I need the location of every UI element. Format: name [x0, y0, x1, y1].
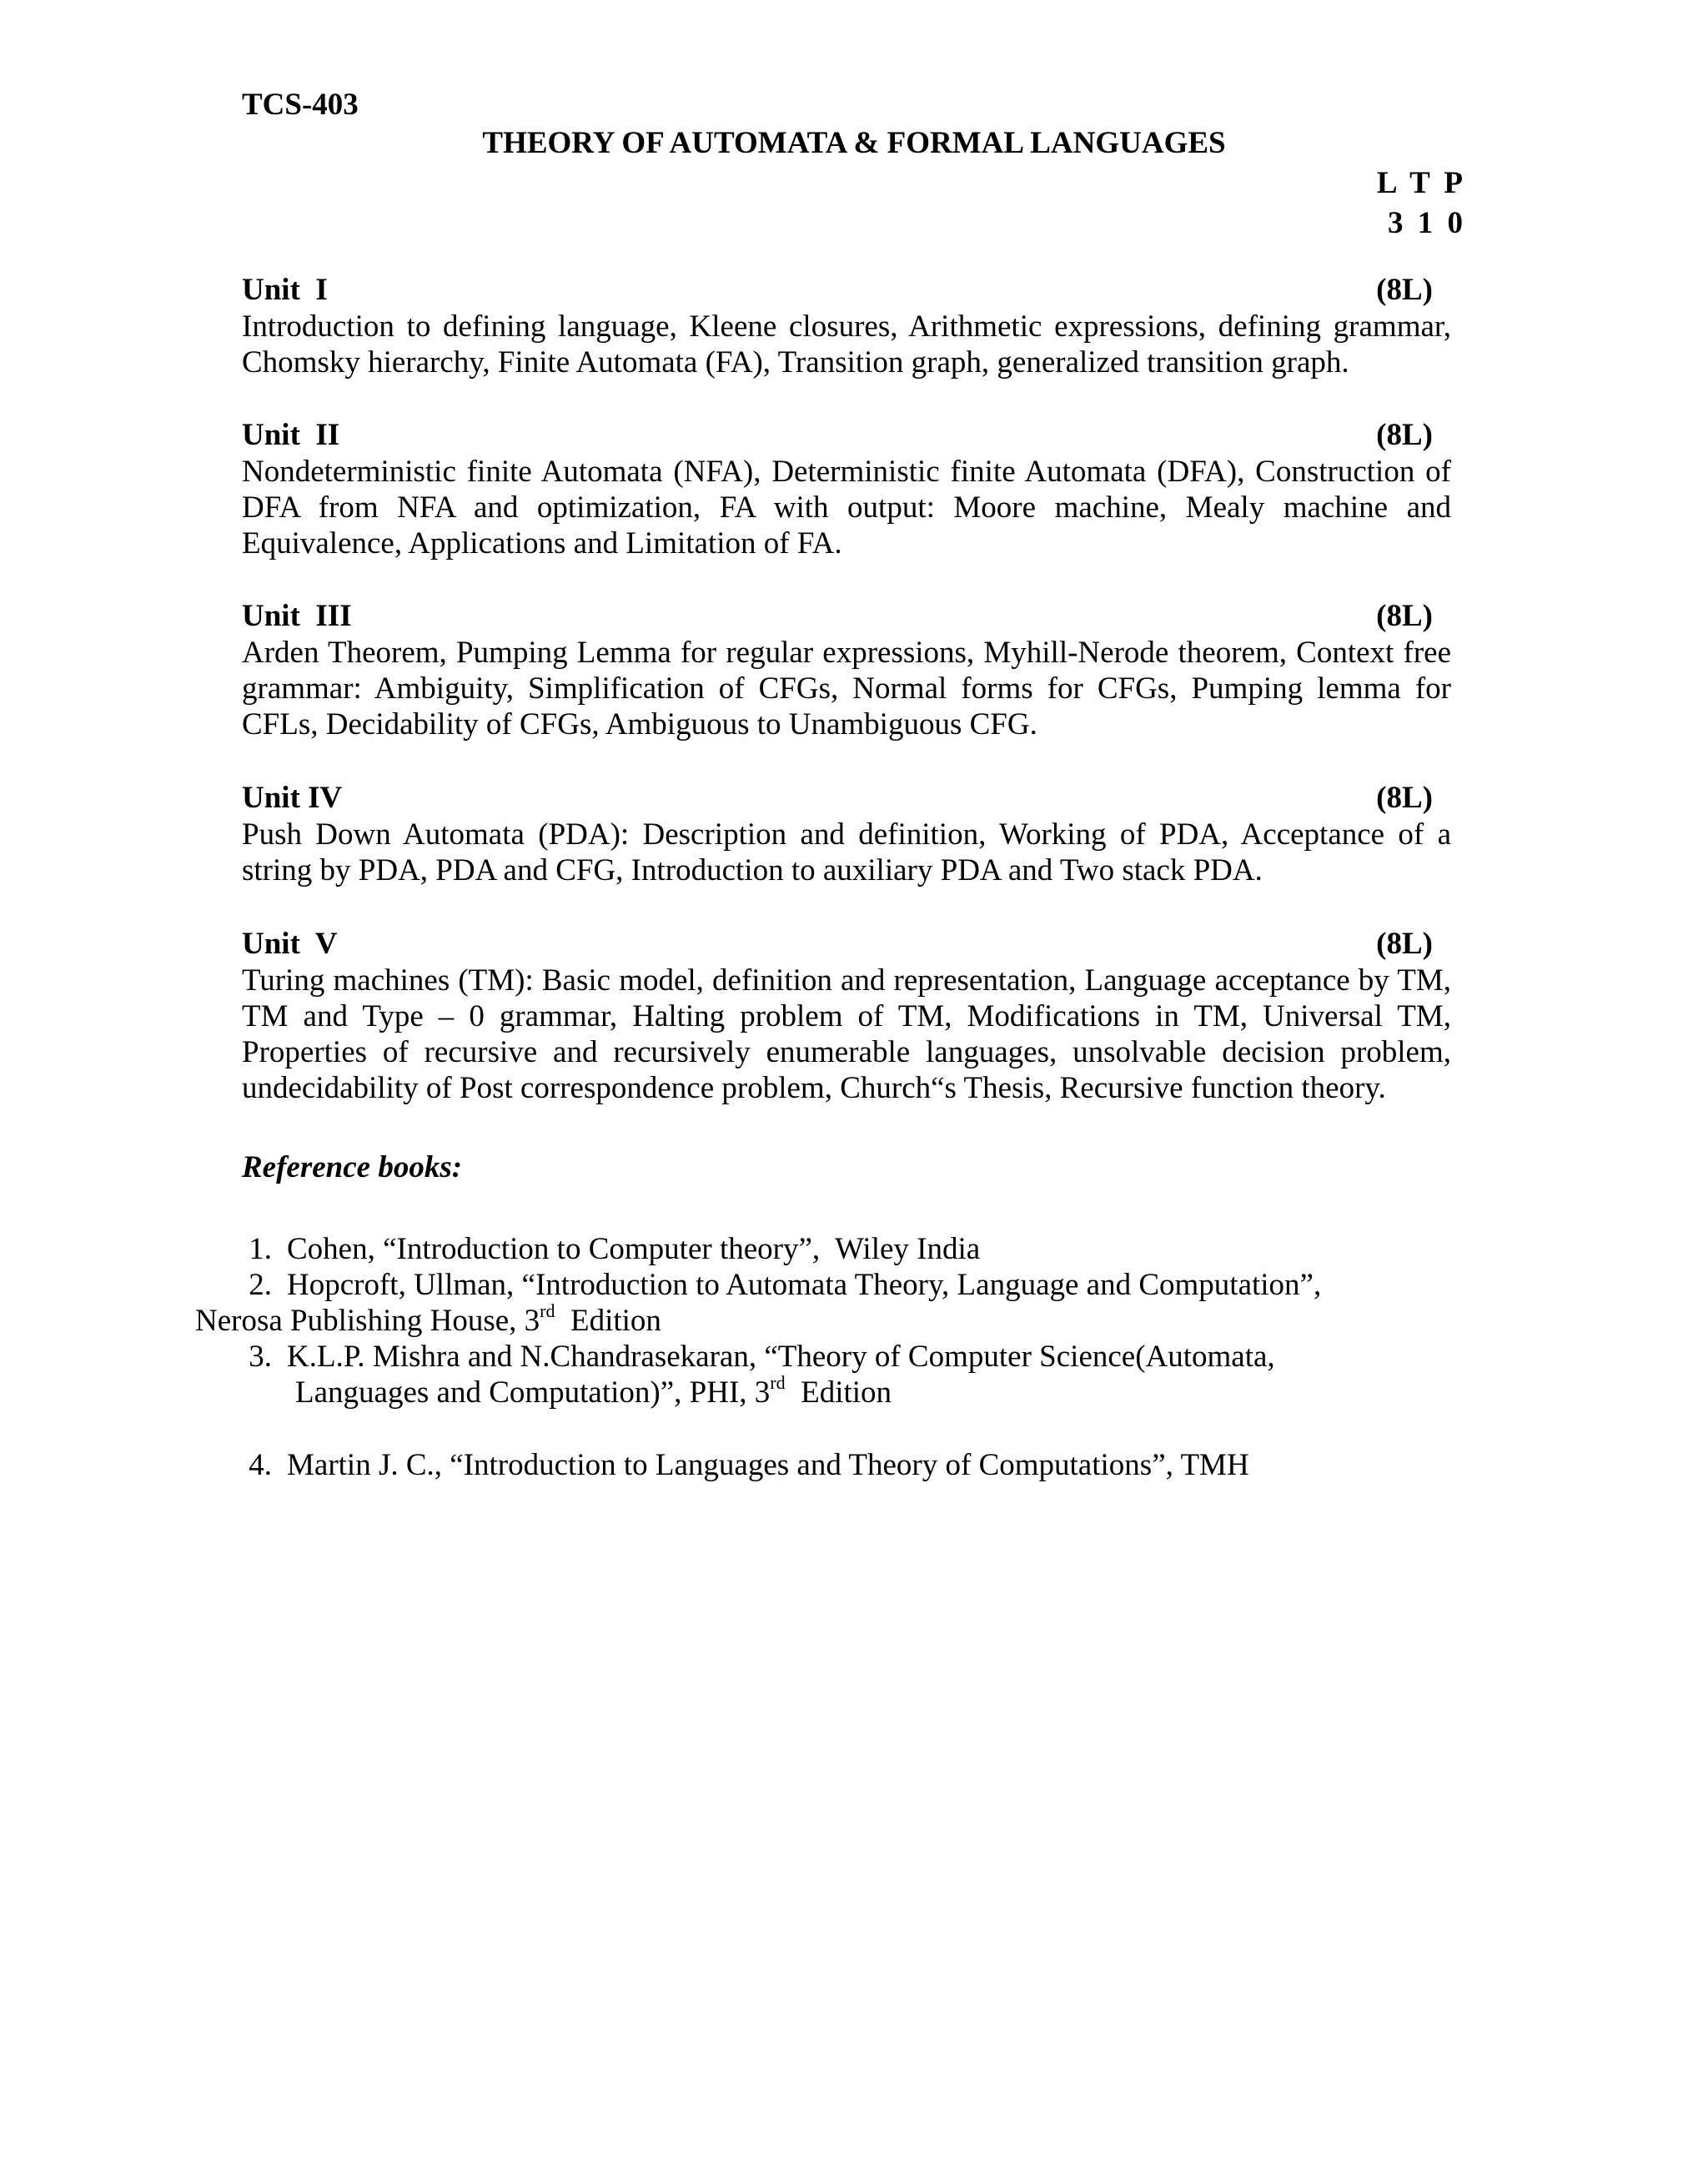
unit-3-content: Arden Theorem, Pumping Lemma for regular expressions, Myhill-Nerode theorem, Context free grammar: Ambiguity, Simplification of CFGs, Normal forms for CFGs, Pumping lemma for CFLs, Decidability of CFGs, Ambiguous to Unambiguous CFG.: [242, 636, 1451, 742]
course-code: TCS-403: [242, 88, 359, 122]
unit-5-hours: (8L): [1376, 927, 1433, 961]
reference-text: Martin J. C., “Introduction to Languages and Theory of Computations”, TMH: [287, 1448, 1249, 1482]
ltp-header: L T P: [1376, 166, 1466, 200]
ltp-block: [1377, 163, 1466, 244]
unit-2-title: Unit II: [242, 418, 340, 452]
reference-number: 2.: [249, 1268, 272, 1302]
unit-5-section: [242, 926, 1451, 1106]
unit-5-content: Turing machines (TM): Basic model, definition and representation, Language acceptance by TM, TM and Type – 0 grammar, Halting problem of TM, Modifications in TM, Universal TM, Properties of recursive and recursively enumerable languages, unsolvable decision problem, undecidability of Post correspondence problem, Church“s Thesis, Recursive function theory.: [242, 963, 1451, 1105]
unit-3-title: Unit III: [242, 599, 352, 633]
unit-2-section: [242, 417, 1451, 561]
unit-1-content: Introduction to defining language, Kleene closures, Arithmetic expressions, defining grammar, Chomsky hierarchy, Finite Automata (FA), Transition graph, generalized transition graph.: [242, 309, 1451, 380]
reference-item-1: [219, 1231, 1469, 1267]
unit-2-content: Nondeterministic finite Automata (NFA), Deterministic finite Automata (DFA), Construction of DFA from NFA and optimization, FA with output: Moore machine, Mealy machine and Equivalence, Applications and Limitation of FA.: [242, 455, 1451, 561]
reference-text: Hopcroft, Ullman, “Introduction to Automata Theory, Language and Computation”,: [287, 1268, 1322, 1302]
reference-number: 1.: [249, 1232, 272, 1266]
reference-text: Cohen, “Introduction to Computer theory”, Wiley India: [287, 1232, 981, 1266]
course-title: THEORY OF AUTOMATA & FORMAL LANGUAGES: [482, 126, 1226, 160]
reference-item-2-continued: [195, 1300, 1469, 1339]
unit-4-hours: (8L): [1376, 781, 1433, 815]
reference-number: 3.: [249, 1340, 272, 1374]
unit-4-section: [242, 780, 1451, 888]
reference-item-4: [219, 1447, 1469, 1483]
reference-text: Languages and Computation)”, PHI, 3: [295, 1375, 771, 1410]
reference-text: Edition: [555, 1304, 661, 1338]
unit-3-section: [242, 598, 1451, 742]
unit-2-hours: (8L): [1376, 418, 1433, 452]
reference-text: K.L.P. Mishra and N.Chandrasekaran, “Theory of Computer Science(Automata,: [287, 1340, 1275, 1374]
unit-1-title: Unit I: [242, 273, 328, 307]
reference-list: [195, 1231, 1469, 1483]
superscript: rd: [770, 1372, 786, 1393]
reference-text: Edition: [785, 1375, 892, 1410]
unit-1-hours: (8L): [1376, 273, 1433, 307]
unit-4-content: Push Down Automata (PDA): Description and definition, Working of PDA, Acceptance of a string by PDA, PDA and CFG, Introduction to auxiliary PDA and Two stack PDA.: [242, 817, 1451, 887]
unit-5-title: Unit V: [242, 927, 338, 961]
reference-item-3: [219, 1339, 1469, 1375]
unit-1-section: [242, 272, 1451, 380]
ltp-values: 3 1 0: [1388, 206, 1466, 240]
unit-3-hours: (8L): [1376, 599, 1433, 633]
superscript: rd: [540, 1300, 555, 1321]
unit-4-title: Unit IV: [242, 781, 343, 815]
reference-item-3-continued: [219, 1372, 1469, 1410]
references-title: Reference books:: [242, 1150, 463, 1184]
reference-number: 4.: [249, 1448, 272, 1482]
reference-item-2: [219, 1267, 1469, 1303]
reference-text: Nerosa Publishing House, 3: [195, 1304, 540, 1338]
